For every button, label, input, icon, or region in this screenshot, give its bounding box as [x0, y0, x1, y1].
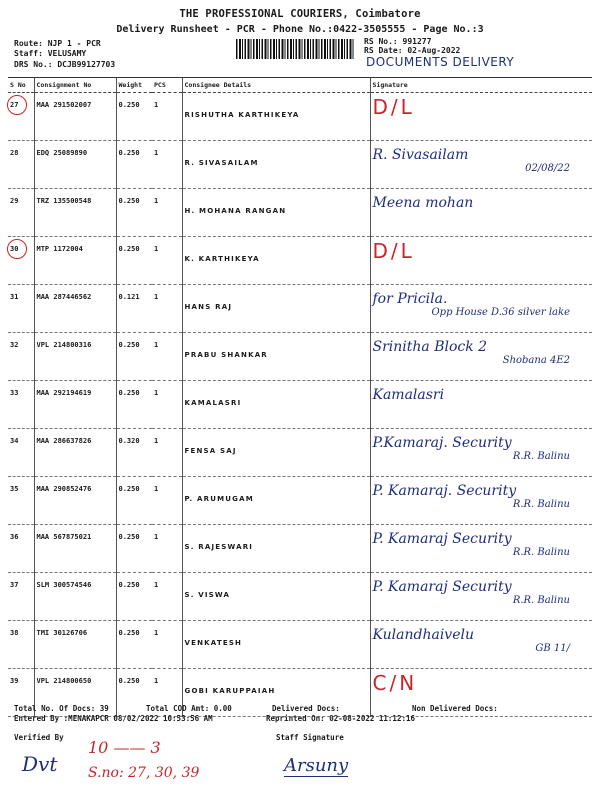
signature-text: Srinitha Block 2	[372, 339, 488, 355]
staff-signature-label: Staff Signature	[276, 733, 344, 742]
sno-value: 28	[10, 149, 19, 157]
row-signature	[370, 525, 592, 573]
row-consignee: S. VISWA	[182, 573, 370, 621]
row-consignment: MTP 1172004	[34, 237, 116, 285]
row-sno	[8, 525, 34, 573]
signature-text: Meena mohan	[372, 195, 474, 211]
row-pcs: 1	[152, 621, 182, 669]
row-signature	[370, 285, 592, 333]
row-pcs: 1	[152, 669, 182, 717]
table-header-row	[8, 78, 592, 93]
row-consignee: HANS RAJ	[182, 285, 370, 333]
row-signature	[370, 477, 592, 525]
row-consignment: EDQ 25089890	[34, 141, 116, 189]
signature-note: R.R. Balinu	[512, 499, 570, 510]
red-circle-mark	[7, 239, 27, 259]
sno-value: 32	[10, 341, 19, 349]
barcode	[236, 39, 354, 59]
table-row	[8, 429, 592, 477]
sno-value: 30	[10, 245, 19, 253]
signature-note: Shobana 4E2	[502, 355, 570, 366]
row-signature	[370, 237, 592, 285]
row-consignee: KAMALASRI	[182, 381, 370, 429]
row-sno	[8, 285, 34, 333]
runsheet-table	[8, 77, 592, 717]
col-pcs: PCS	[152, 78, 182, 93]
row-pcs: 1	[152, 573, 182, 621]
signature-text: P. Kamaraj Security	[372, 531, 512, 547]
row-weight: 0.250	[116, 381, 152, 429]
row-consignee: GOBI KARUPPAIAH	[182, 669, 370, 717]
table-row	[8, 573, 592, 621]
row-consignee: H. MOHANA RANGAN	[182, 189, 370, 237]
row-weight: 0.320	[116, 429, 152, 477]
row-weight: 0.250	[116, 141, 152, 189]
row-pcs: 1	[152, 189, 182, 237]
row-weight: 0.250	[116, 333, 152, 381]
table-body	[8, 93, 592, 717]
route-label: Route: NJP 1 - PCR	[14, 39, 101, 48]
staff-handwritten-signature: Arsuny	[284, 755, 349, 776]
row-signature	[370, 429, 592, 477]
row-pcs: 1	[152, 333, 182, 381]
signature-text: P. Kamaraj. Security	[372, 483, 517, 499]
table-row	[8, 621, 592, 669]
handwritten-sno: S.no: 27, 30, 39	[88, 765, 200, 781]
row-consignee: K. KARTHIKEYA	[182, 237, 370, 285]
red-circle-mark	[7, 95, 27, 115]
signature-note: 02/08/22	[525, 163, 570, 174]
table-row	[8, 141, 592, 189]
sno-value: 33	[10, 389, 19, 397]
col-signature: Signature	[370, 78, 592, 93]
row-pcs: 1	[152, 93, 182, 141]
row-weight: 0.121	[116, 285, 152, 333]
verified-by-label: Verified By	[14, 733, 64, 742]
signature-text: Kamalasri	[372, 387, 445, 403]
row-weight: 0.250	[116, 477, 152, 525]
staff-label: Staff: VELUSAMY	[14, 49, 87, 58]
col-sno: S No	[8, 78, 34, 93]
table-row	[8, 381, 592, 429]
sno-value: 37	[10, 581, 19, 589]
row-consignee: PRABU SHANKAR	[182, 333, 370, 381]
row-signature	[370, 573, 592, 621]
sno-value: 39	[10, 677, 19, 685]
row-sno	[8, 429, 34, 477]
row-weight: 0.250	[116, 189, 152, 237]
row-consignee: S. RAJESWARI	[182, 525, 370, 573]
signature-note: GB 11/	[535, 643, 570, 654]
signature-text: C/N	[372, 671, 418, 695]
sno-value: 31	[10, 293, 19, 301]
reprinted-on: Reprinted On: 02-08-2022 11:12:16	[266, 714, 416, 723]
company-title: THE PROFESSIONAL COURIERS, Coimbatore	[179, 8, 421, 20]
signature-note: Opp House D.36 silver lake	[431, 307, 570, 318]
row-consignee: VENKATESH	[182, 621, 370, 669]
row-sno	[8, 141, 34, 189]
row-signature	[370, 141, 592, 189]
row-signature	[370, 189, 592, 237]
row-sno	[8, 573, 34, 621]
verifier-signature: Dvt	[22, 752, 58, 776]
non-delivered-docs: Non Delivered Docs:	[412, 704, 498, 713]
row-consignee: P. ARUMUGAM	[182, 477, 370, 525]
total-docs: Total No. Of Docs: 39	[14, 704, 109, 713]
table-row	[8, 285, 592, 333]
row-pcs: 1	[152, 285, 182, 333]
sno-value: 35	[10, 485, 19, 493]
row-weight: 0.250	[116, 237, 152, 285]
row-weight: 0.250	[116, 621, 152, 669]
row-consignee: FENSA SAJ	[182, 429, 370, 477]
rs-number: RS No.: 991277	[364, 37, 432, 46]
row-consignment: MAA 291502007	[34, 93, 116, 141]
row-pcs: 1	[152, 429, 182, 477]
row-pcs: 1	[152, 381, 182, 429]
total-cod: Total COD Amt: 0.00	[146, 704, 232, 713]
col-weight: Weight	[116, 78, 152, 93]
row-weight: 0.250	[116, 573, 152, 621]
row-consignee: RISHUTHA KARTHIKEYA	[182, 93, 370, 141]
row-sno	[8, 93, 34, 141]
entered-by: Entered By :MENAKAPCR 08/02/2022 10:53:56 AM	[14, 714, 213, 723]
sno-value: 38	[10, 629, 19, 637]
row-sno	[8, 189, 34, 237]
signature-text: P.Kamaraj. Security	[372, 435, 512, 451]
row-sno	[8, 237, 34, 285]
table-row	[8, 525, 592, 573]
table-row	[8, 189, 592, 237]
row-weight: 0.250	[116, 525, 152, 573]
row-weight: 0.250	[116, 93, 152, 141]
rs-date: RS Date: 02-Aug-2022	[364, 46, 461, 55]
documents-delivery-stamp: DOCUMENTS DELIVERY	[366, 55, 515, 69]
drs-number: DRS No.: DCJB99127703	[14, 60, 116, 69]
signature-text: for Pricila.	[372, 291, 448, 307]
sno-value: 29	[10, 197, 19, 205]
table-row	[8, 93, 592, 141]
row-consignment: MAA 567875021	[34, 525, 116, 573]
row-signature	[370, 621, 592, 669]
row-signature	[370, 93, 592, 141]
row-weight: 0.250	[116, 669, 152, 717]
row-consignment: VPL 214800316	[34, 333, 116, 381]
signature-note: R.R. Balinu	[512, 547, 570, 558]
signature-text: D/L	[372, 239, 415, 263]
row-signature	[370, 381, 592, 429]
row-pcs: 1	[152, 477, 182, 525]
row-sno	[8, 621, 34, 669]
handwritten-count: 10 —— 3	[88, 738, 161, 757]
signature-note: R.R. Balinu	[512, 595, 570, 606]
delivered-docs: Delivered Docs:	[272, 704, 340, 713]
sno-value: 34	[10, 437, 19, 445]
row-consignment: SLM 300574546	[34, 573, 116, 621]
runsheet-subtitle: Delivery Runsheet - PCR - Phone No.:0422-3505555 - Page No.:3	[116, 24, 484, 35]
sno-value: 36	[10, 533, 19, 541]
col-consignment: Consignment No	[34, 78, 116, 93]
sno-value: 27	[10, 101, 19, 109]
col-consignee: Consignee Details	[182, 78, 370, 93]
row-consignee: R. SIVASAILAM	[182, 141, 370, 189]
table-row	[8, 333, 592, 381]
row-sno	[8, 381, 34, 429]
table-row	[8, 477, 592, 525]
row-consignment: MAA 287446562	[34, 285, 116, 333]
row-pcs: 1	[152, 525, 182, 573]
row-sno	[8, 333, 34, 381]
row-pcs: 1	[152, 237, 182, 285]
signature-text: Kulandhaivelu	[372, 627, 474, 643]
row-pcs: 1	[152, 141, 182, 189]
row-signature	[370, 333, 592, 381]
signature-text: P. Kamaraj Security	[372, 579, 512, 595]
signature-text: D/L	[372, 95, 415, 119]
row-consignment: MAA 290852476	[34, 477, 116, 525]
row-consignment: MAA 286637826	[34, 429, 116, 477]
signature-text: R. Sivasailam	[372, 147, 469, 163]
row-consignment: TRZ 135500548	[34, 189, 116, 237]
row-sno	[8, 477, 34, 525]
signature-note: R.R. Balinu	[512, 451, 570, 462]
row-consignment: VPL 214800650	[34, 669, 116, 717]
row-consignment: TMI 30126706	[34, 621, 116, 669]
row-consignment: MAA 292194619	[34, 381, 116, 429]
table-row	[8, 237, 592, 285]
